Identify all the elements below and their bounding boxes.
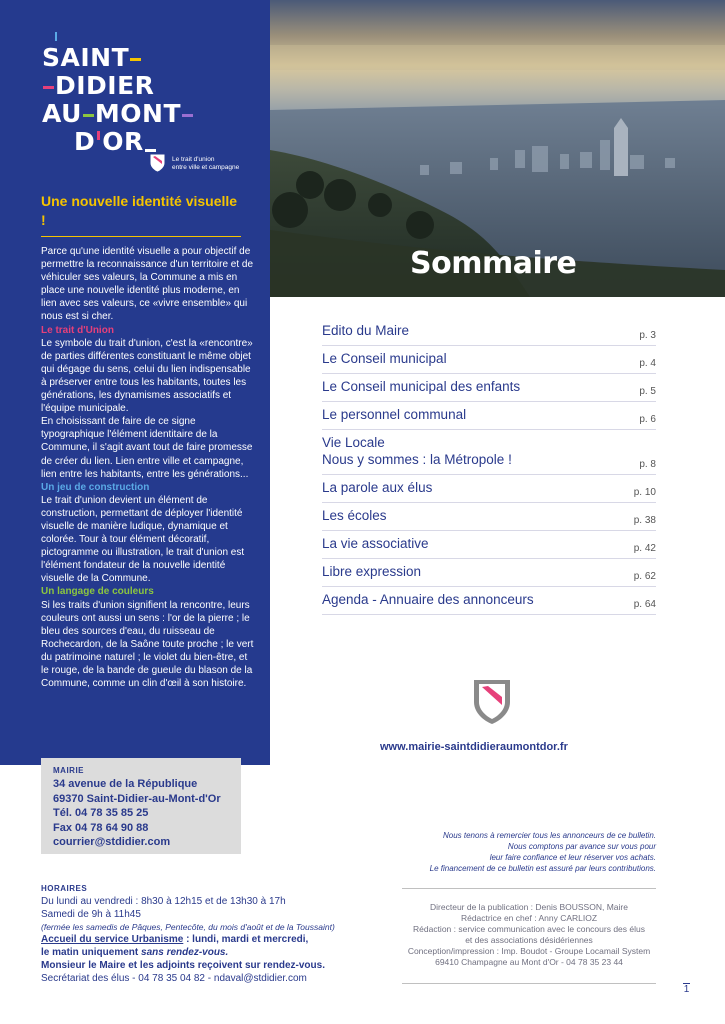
hours-maire: Monsieur le Maire et les adjoints reçoivent sur rendez-vous. — [41, 960, 325, 971]
hours-secretariat: Secrétariat des élus - 04 78 35 04 82 - ndaval@stdidier.com — [41, 973, 307, 984]
toc-label: Le Conseil municipal — [322, 351, 447, 366]
paragraph-construction: Le trait d'union devient un élément de construction, permettant de déployer l'identité visuelle de manière ludique, dynamique et colorée. Tour à tour élément décoratif, pictogramme ou illustration, le trait d'union est l'élément fondateur de la nouvelle identité visuelle de la Commune. — [41, 494, 245, 585]
toc-page: p. 8 — [639, 459, 656, 470]
mairie-email[interactable]: courrier@stdidier.com — [53, 836, 171, 849]
mairie-city: 69370 Saint-Didier-au-Mont-d'Or — [53, 792, 221, 805]
mairie-address: 34 avenue de la République — [53, 778, 198, 790]
logo-line-2: DIDIER — [42, 72, 154, 100]
toc-label: Le Conseil municipal des enfants — [322, 379, 521, 394]
coat-of-arms-icon — [472, 678, 512, 726]
hours-weekdays: Du lundi au vendredi : 8h30 à 12h15 et de 13h30 à 17h — [41, 896, 286, 907]
subheading-construction: Un jeu de construction — [41, 481, 150, 493]
toc-page: p. 6 — [639, 414, 656, 425]
mairie-title: MAIRIE — [53, 766, 84, 775]
sommaire-title: Sommaire — [410, 246, 577, 281]
toc-item[interactable] — [322, 531, 656, 559]
hours-title: HORAIRES — [41, 884, 88, 893]
toc-label: Les écoles — [322, 508, 387, 523]
toc-item[interactable] — [322, 402, 656, 430]
toc-page: p. 5 — [639, 386, 656, 397]
toc-item[interactable] — [322, 430, 656, 475]
paragraph-couleurs: Si les traits d'union signifient la rencontre, leurs couleurs ont aussi un sens : l'or de la pierre ; le bleu des sources d'eau, du ruisseau de Rochecardon, de la Saône toute proche ; le vert du patrimoine naturel ; le violet du bien-être, et le rouge, de la bande de gueule du blason de la Commune, comme un clin d'œil à son histoire. — [41, 599, 254, 690]
toc-item[interactable] — [322, 503, 656, 531]
intro-paragraph: Parce qu'une identité visuelle a pour objectif de permettre la reconnaissance d'un territoire et de véhiculer ses valeurs, la Commune a mis en place une nouvelle identité plus moderne, en lien avec ses valeurs, ce «vivre ensemble» qui nous est si cher. — [41, 246, 254, 323]
identity-text — [41, 245, 256, 690]
website-link[interactable]: www.mairie-saintdidieraumontdor.fr — [380, 741, 568, 753]
table-of-contents — [322, 318, 656, 615]
logo-line-1: SAINT — [42, 44, 142, 72]
toc-page: p. 38 — [633, 515, 656, 526]
toc-item[interactable] — [322, 318, 656, 346]
subheading-trait-union: Le trait d'Union — [41, 324, 114, 336]
identity-heading: Une nouvelle identité visuelle ! — [41, 193, 238, 228]
toc-page: p. 62 — [633, 571, 656, 582]
hours-urbanisme-2: le matin uniquement sans rendez-vous. — [41, 947, 229, 958]
toc-sublabel: Nous y sommes : la Métropole ! — [322, 452, 512, 467]
logo-line-4: D OR — [74, 128, 157, 156]
hours-saturday: Samedi de 9h à 11h45 — [41, 909, 141, 920]
logo-tagline: Le trait d'union entre ville et campagne — [172, 156, 240, 171]
left-panel — [0, 0, 270, 765]
divider — [402, 888, 656, 889]
toc-label: La parole aux élus — [322, 480, 433, 495]
sponsors-thanks: Nous tenons à remercier tous les annonceurs de ce bulletin. Nous comptons par avance sur vous pour leur faire confiance et leur réserver vos achats. Le financement de ce bulletin est assuré par leurs contributions. — [429, 831, 656, 873]
paragraph-trait-union: Le symbole du trait d'union, c'est la «rencontre» de parties différentes constituant le même objet qui dégage du sens, celui du lien indispensable à préserver entre tous les habitants, toutes les générations, les dynamismes associatifs et l'équipe municipale. — [41, 337, 253, 415]
toc-page: p. 10 — [633, 487, 656, 498]
toc-item[interactable] — [322, 346, 656, 374]
mairie-fax: Fax 04 78 64 90 88 — [53, 821, 149, 834]
mairie-contact-box — [41, 758, 241, 854]
divider — [402, 983, 656, 984]
toc-label: Le personnel communal — [322, 407, 467, 422]
publication-credits: Directeur de la publication : Denis BOUSSON, Maire Rédactrice en chef : Anny CARLIOZ Rédaction : service communication avec le concours des élus et des associations désidériennes Conception/impression : Imp. Boudot - Groupe Locamail System 69410 Champagne au Mont d'Or - 04 78 35 23 44 — [407, 902, 651, 967]
subheading-couleurs: Un langage de couleurs — [41, 586, 154, 598]
logo-tick — [55, 32, 57, 41]
toc-item[interactable] — [322, 374, 656, 402]
hours-urbanisme: Accueil du service Urbanisme : lundi, mardi et mercredi, — [41, 934, 309, 945]
toc-label: Libre expression — [322, 564, 422, 579]
logo-line-3: AU MONT — [42, 100, 194, 128]
toc-page: p. 42 — [633, 543, 656, 554]
toc-item[interactable] — [322, 559, 656, 587]
paragraph-trait-union-2: En choisissant de faire de ce signe typographique l'élément identitaire de la Commune, il s'agit avant tout de faire promesse de créer du lien. Lien entre ville et campagne, lien entre les habitants, entre les générations... — [41, 416, 253, 480]
municipality-logo — [42, 32, 242, 172]
toc-item[interactable] — [322, 475, 656, 503]
mairie-tel: Tél. 04 78 35 85 25 — [53, 807, 149, 820]
toc-label: Agenda - Annuaire des annonceurs — [322, 592, 534, 607]
divider — [41, 236, 241, 237]
toc-page: p. 4 — [639, 358, 656, 369]
hours-exceptions: (fermée les samedis de Pâques, Pentecôte, du mois d'août et de la Toussaint) — [41, 922, 335, 932]
toc-page: p. 64 — [633, 599, 656, 610]
toc-label: Vie Locale — [322, 435, 385, 450]
toc-item[interactable] — [322, 587, 656, 615]
toc-page: p. 3 — [639, 330, 656, 341]
page-number: 1 — [683, 984, 690, 995]
toc-label: Edito du Maire — [322, 323, 410, 338]
shield-icon — [150, 154, 165, 172]
toc-label: La vie associative — [322, 536, 429, 551]
opening-hours — [41, 884, 341, 985]
